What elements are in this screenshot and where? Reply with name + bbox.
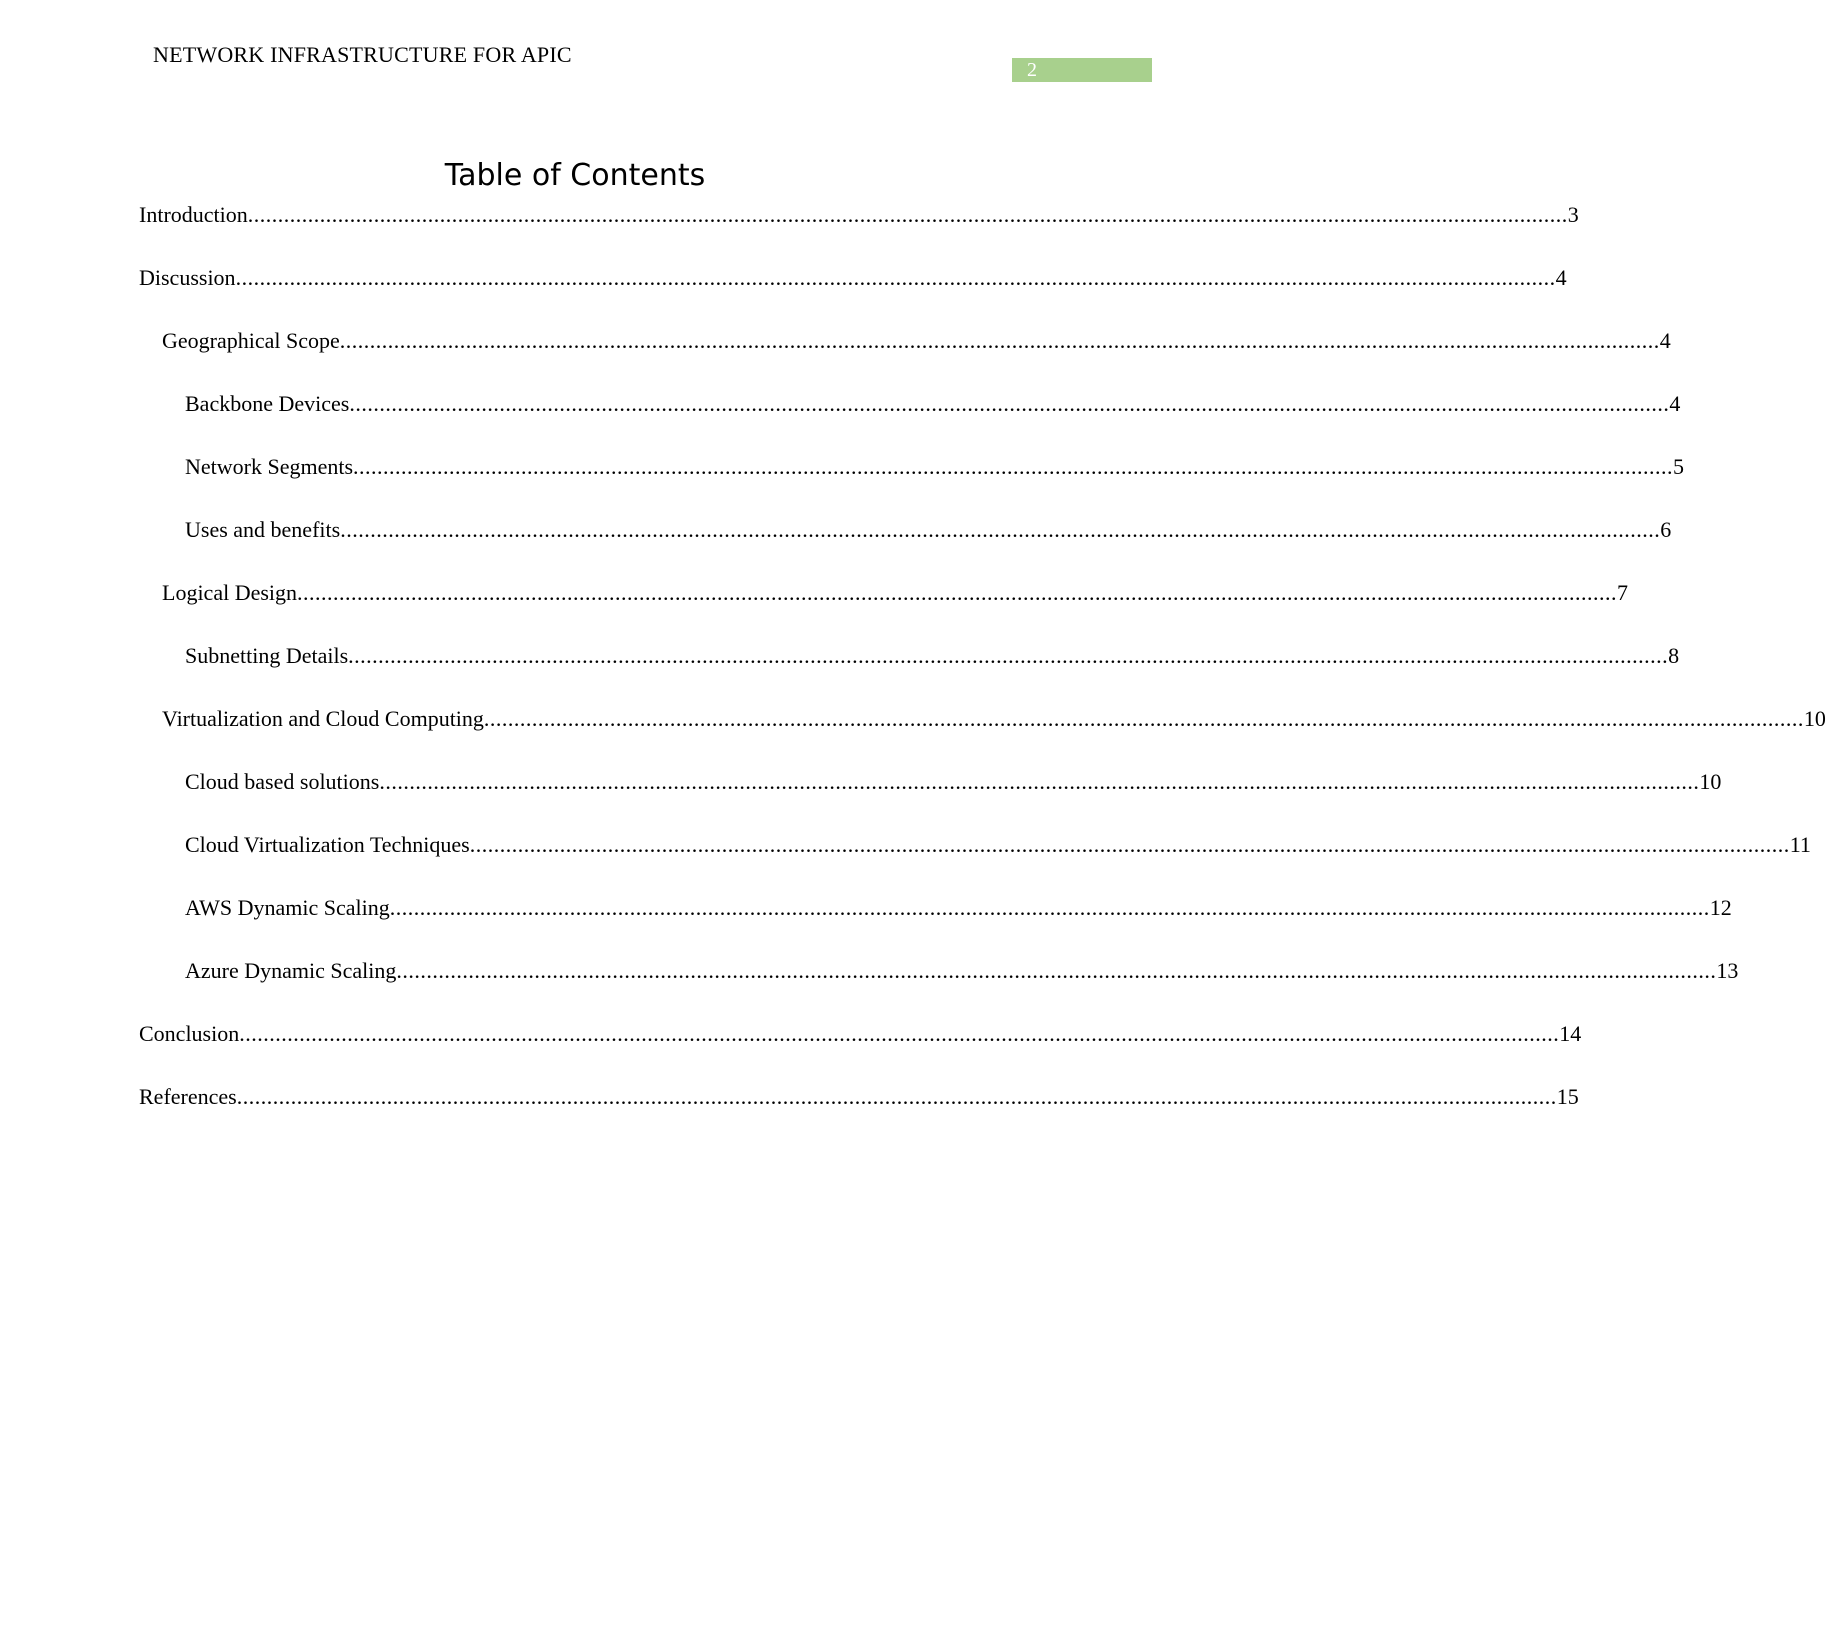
toc-entry-text: Uses and benefits	[185, 517, 341, 542]
toc-entry-text: AWS Dynamic Scaling	[185, 895, 390, 920]
toc-entry-page: 13	[1716, 958, 1739, 983]
toc-entry-page: 10	[1699, 769, 1722, 794]
dot-leader: ............................................................................................................................................................................................................................	[353, 454, 1674, 479]
dot-leader: ............................................................................................................................................................................................................................	[469, 832, 1790, 857]
toc-entry-text: Introduction	[139, 202, 248, 227]
toc-entry-network-segments[interactable]	[139, 452, 1685, 515]
toc-entry-uses-and-benefits[interactable]	[139, 515, 1672, 578]
dot-leader: ............................................................................................................................................................................................................................	[349, 391, 1670, 416]
toc-title: Table of Contents	[444, 158, 706, 193]
dot-leader: ............................................................................................................................................................................................................................	[239, 1021, 1560, 1046]
toc-entry-page: 4	[1659, 328, 1671, 353]
dot-leader: ............................................................................................................................................................................................................................	[348, 643, 1669, 668]
toc-entry-introduction[interactable]	[139, 200, 1579, 263]
toc-entry-page: 6	[1660, 517, 1672, 542]
toc-entry-text: Network Segments	[185, 454, 354, 479]
toc-entry-page: 15	[1556, 1084, 1579, 1109]
toc-entry-geographical-scope[interactable]	[139, 326, 1671, 389]
toc-entry-page: 7	[1617, 580, 1629, 605]
toc-entry-subnetting-details[interactable]	[139, 641, 1680, 704]
page-number: 2	[1012, 58, 1152, 82]
toc-entry-cloud-based-solutions[interactable]	[139, 767, 1722, 830]
dot-leader: ............................................................................................................................................................................................................................	[235, 265, 1556, 290]
toc-entry-aws-dynamic-scaling[interactable]	[139, 893, 1732, 956]
toc-entry-azure-dynamic-scaling[interactable]	[139, 956, 1739, 1019]
dot-leader: ............................................................................................................................................................................................................................	[389, 895, 1710, 920]
dot-leader: ............................................................................................................................................................................................................................	[339, 328, 1660, 353]
toc-entry-virtualization-and-cloud-computing[interactable]	[139, 704, 1826, 767]
dot-leader: ............................................................................................................................................................................................................................	[247, 202, 1568, 227]
toc-entry-text: Azure Dynamic Scaling	[185, 958, 397, 983]
toc-entry-text: Conclusion	[139, 1021, 240, 1046]
toc-entry-page: 14	[1559, 1021, 1582, 1046]
toc-entry-logical-design[interactable]	[139, 578, 1629, 641]
toc-entry-page: 11	[1789, 832, 1811, 857]
toc-entry-text: References	[139, 1084, 237, 1109]
toc-entry-text: Discussion	[139, 265, 236, 290]
toc-entry-text: Cloud based solutions	[185, 769, 380, 794]
toc-entry-text: Cloud Virtualization Techniques	[185, 832, 470, 857]
toc-entry-page: 3	[1567, 202, 1579, 227]
dot-leader: ............................................................................................................................................................................................................................	[236, 1084, 1557, 1109]
toc-entry-backbone-devices[interactable]	[139, 389, 1681, 452]
toc-entry-page: 8	[1668, 643, 1680, 668]
toc-entry-page: 4	[1555, 265, 1567, 290]
toc-entry-text: Geographical Scope	[162, 328, 340, 353]
toc-entry-text: Virtualization and Cloud Computing	[162, 706, 484, 731]
toc-entry-page: 12	[1709, 895, 1732, 920]
toc-entry-text: Logical Design	[162, 580, 298, 605]
toc-entry-page: 4	[1669, 391, 1681, 416]
toc-entry-text: Backbone Devices	[185, 391, 350, 416]
toc-entry-page: 10	[1803, 706, 1826, 731]
dot-leader: ............................................................................................................................................................................................................................	[483, 706, 1804, 731]
toc-entry-page: 5	[1673, 454, 1685, 479]
table-of-contents	[139, 200, 1826, 1145]
dot-leader: ............................................................................................................................................................................................................................	[379, 769, 1700, 794]
dot-leader: ............................................................................................................................................................................................................................	[396, 958, 1717, 983]
toc-entry-discussion[interactable]	[139, 263, 1567, 326]
toc-entry-text: Subnetting Details	[185, 643, 349, 668]
running-head: NETWORK INFRASTRUCTURE FOR APIC	[153, 42, 572, 67]
dot-leader: ............................................................................................................................................................................................................................	[340, 517, 1661, 542]
dot-leader: ............................................................................................................................................................................................................................	[297, 580, 1618, 605]
toc-entry-cloud-virtualization-techniques[interactable]	[139, 830, 1811, 893]
toc-entry-references[interactable]	[139, 1082, 1579, 1145]
toc-entry-conclusion[interactable]	[139, 1019, 1582, 1082]
